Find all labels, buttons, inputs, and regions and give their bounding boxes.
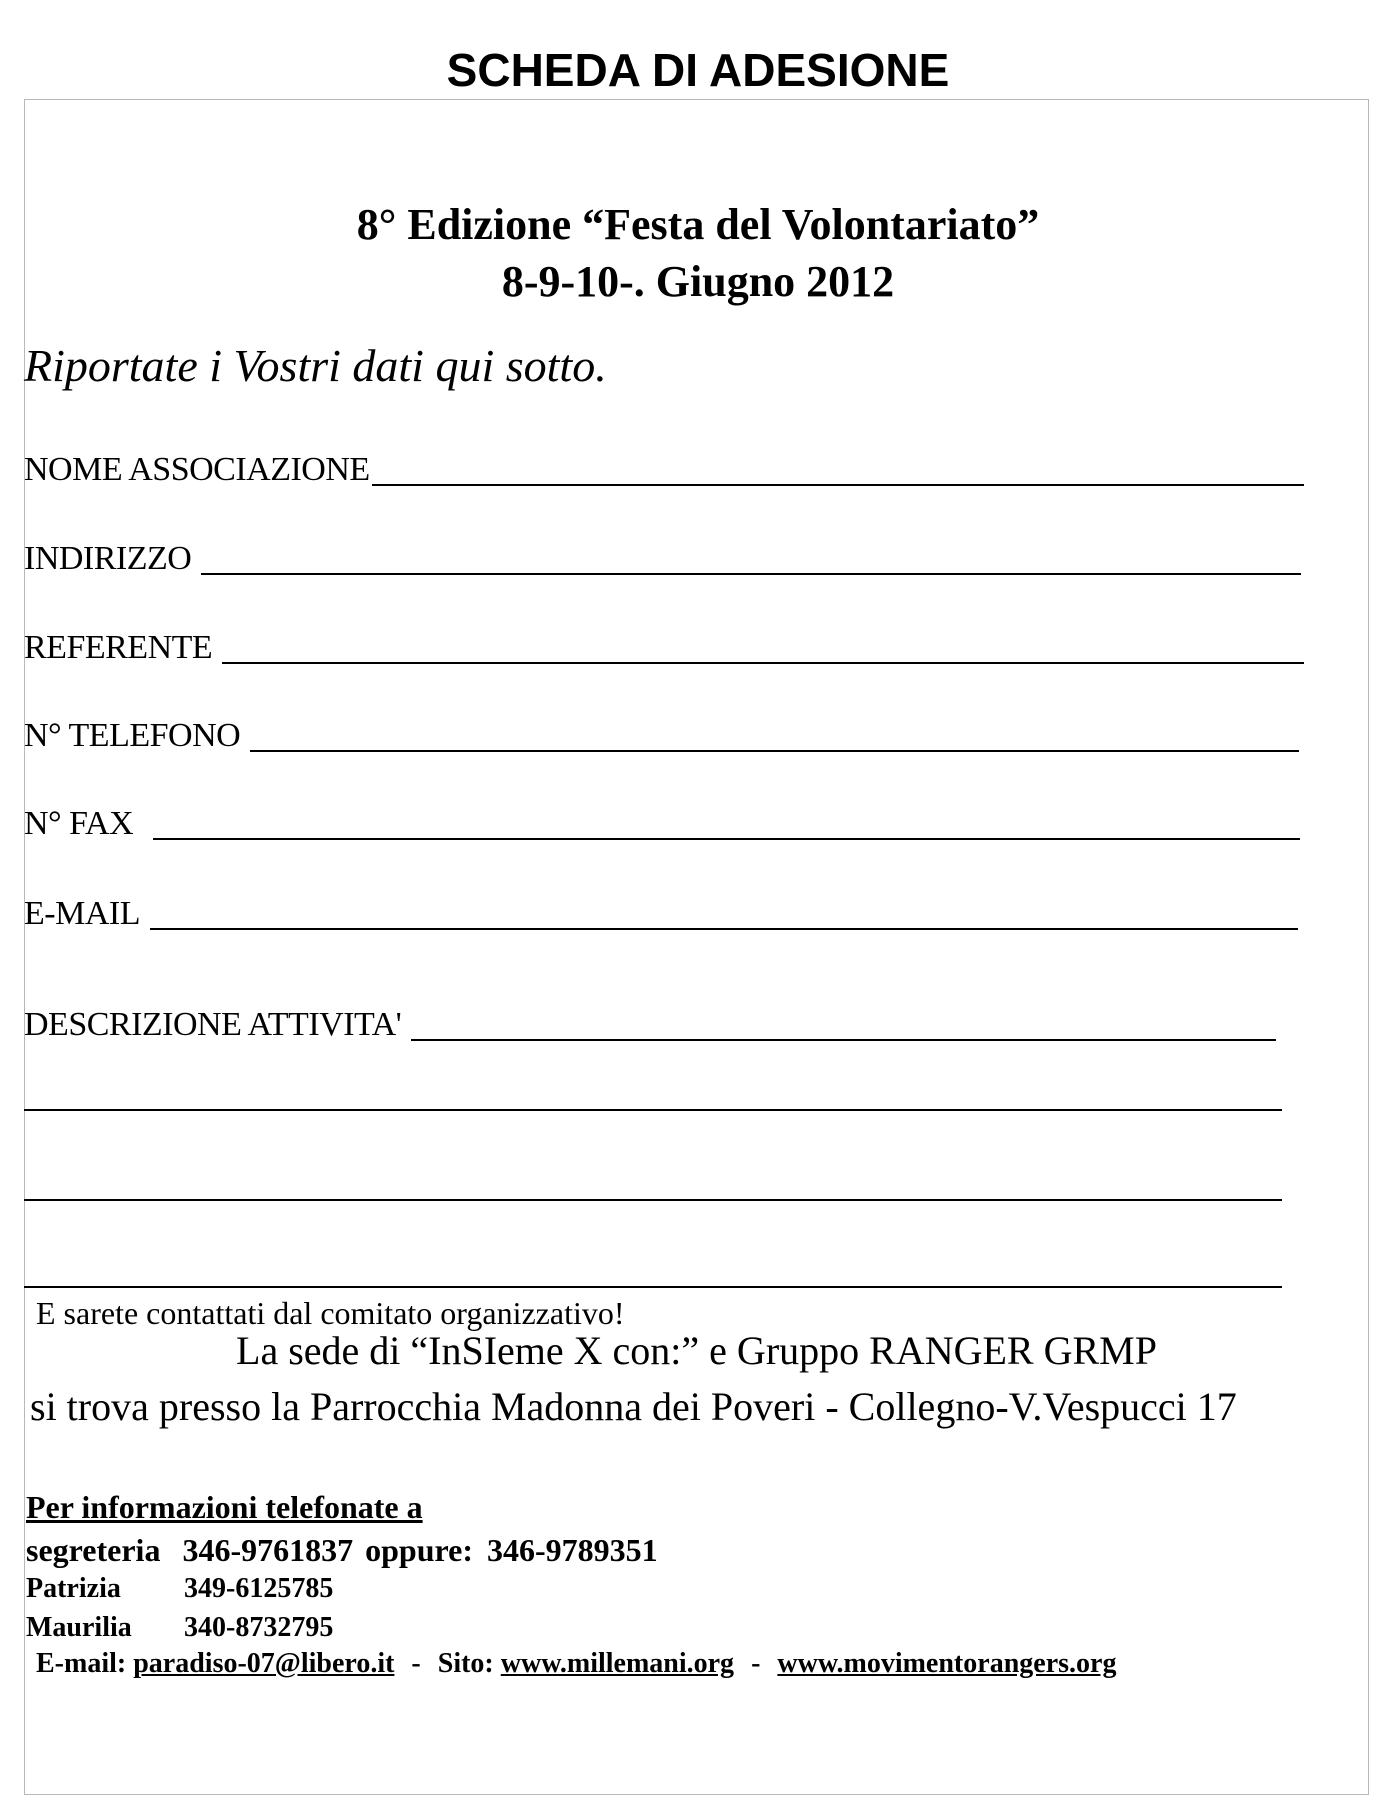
field-label: REFERENTE: [24, 629, 213, 666]
field-nome-associazione[interactable]: [24, 450, 1304, 490]
separator: -: [751, 1648, 761, 1679]
field-descrizione-attivita[interactable]: [24, 1005, 1276, 1045]
event-edition: 8° Edizione “Festa del Volontariato”: [356, 200, 1040, 249]
field-line[interactable]: [201, 573, 1301, 575]
email-link[interactable]: paradiso-07@libero.it: [133, 1648, 395, 1679]
contact-phone: 340-8732795: [184, 1612, 334, 1643]
segreteria-label: segreteria: [26, 1532, 161, 1568]
field-label: E-MAIL: [24, 895, 140, 932]
contact-maurilia: [26, 1608, 333, 1648]
field-label: N° TELEFONO: [24, 717, 241, 754]
description-line-2[interactable]: [24, 1199, 1282, 1201]
field-label: N° FAX: [24, 805, 134, 842]
field-label: INDIRIZZO: [24, 540, 192, 577]
event-dates: 8-9-10-. Giugno 2012: [501, 257, 895, 306]
field-line[interactable]: [411, 1039, 1276, 1041]
contact-phone: 349-6125785: [184, 1573, 334, 1604]
segreteria-line: [26, 1530, 658, 1570]
page-title: SCHEDA DI ADESIONE: [446, 44, 950, 96]
field-fax[interactable]: [24, 804, 1300, 844]
contact-name: Maurilia: [26, 1612, 132, 1643]
email-label: E-mail:: [36, 1648, 127, 1679]
field-email[interactable]: [24, 894, 1298, 934]
field-line[interactable]: [250, 750, 1299, 752]
field-line[interactable]: [222, 662, 1304, 664]
field-telefono[interactable]: [24, 716, 1299, 756]
field-line[interactable]: [153, 838, 1300, 840]
instructions: Riportate i Vostri dati qui sotto.: [24, 340, 607, 391]
info-heading: Per informazioni telefonate a: [26, 1489, 423, 1525]
description-line-3[interactable]: [24, 1286, 1282, 1288]
contact-name: Patrizia: [26, 1573, 121, 1604]
location-line-2: si trova presso la Parrocchia Madonna dei Poveri - Collegno-V.Vespucci 17: [30, 1384, 1237, 1429]
site-link-millemani[interactable]: www.millemani.org: [500, 1648, 735, 1679]
site-label: Sito:: [437, 1648, 494, 1679]
description-line-1[interactable]: [24, 1109, 1282, 1111]
segreteria-phone-1: 346-9761837: [182, 1532, 354, 1568]
field-line[interactable]: [372, 484, 1304, 486]
field-label: NOME ASSOCIAZIONE: [24, 451, 370, 488]
site-link-movimentorangers[interactable]: www.movimentorangers.org: [777, 1648, 1117, 1679]
location-line-1: La sede di “InSIeme X con:” e Gruppo RANGER GRMP: [236, 1328, 1157, 1373]
contact-patrizia: [26, 1569, 333, 1609]
field-indirizzo[interactable]: [24, 539, 1301, 579]
field-line[interactable]: [150, 928, 1298, 930]
field-referente[interactable]: [24, 628, 1304, 668]
oppure-label: oppure:: [365, 1532, 473, 1568]
separator: -: [411, 1648, 421, 1679]
web-contacts-line: [36, 1644, 1116, 1684]
contact-note: E sarete contattati dal comitato organizzativo!: [36, 1295, 625, 1331]
segreteria-phone-2: 346-9789351: [486, 1532, 658, 1568]
field-label: DESCRIZIONE ATTIVITA': [24, 1006, 402, 1043]
